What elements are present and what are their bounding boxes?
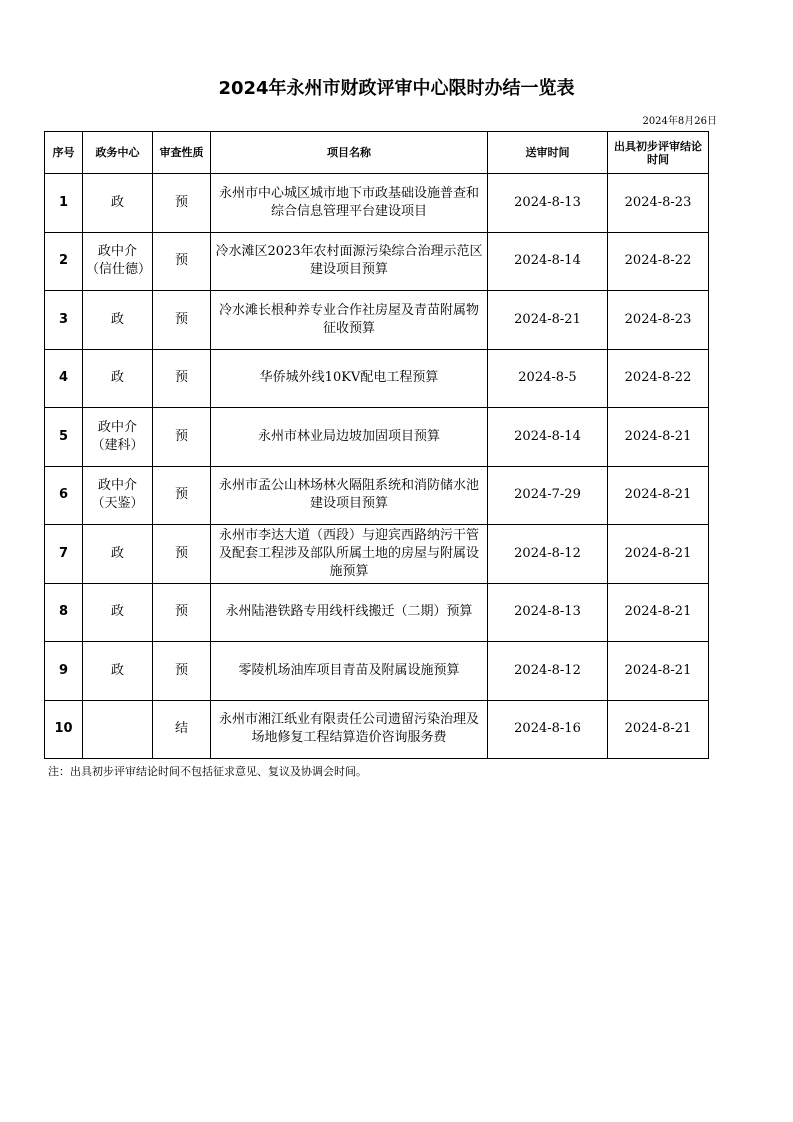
row-project: 华侨城外线10KV配电工程预算 xyxy=(211,349,488,408)
header-submit-time: 送审时间 xyxy=(488,132,608,174)
row-submit-time: 2024-8-12 xyxy=(488,525,608,584)
row-project: 永州市湘江纸业有限责任公司遗留污染治理及场地修复工程结算造价咨询服务费 xyxy=(211,700,488,759)
row-project: 冷水滩长根种养专业合作社房屋及青苗附属物征收预算 xyxy=(211,291,488,350)
row-center: 政 xyxy=(83,583,153,642)
row-seq: 3 xyxy=(45,291,83,350)
row-submit-time: 2024-8-5 xyxy=(488,349,608,408)
row-nature: 预 xyxy=(153,174,211,233)
row-seq: 10 xyxy=(45,700,83,759)
row-seq: 8 xyxy=(45,583,83,642)
table-row xyxy=(45,583,709,642)
header-nature: 审查性质 xyxy=(153,132,211,174)
row-conclusion-time: 2024-8-22 xyxy=(608,349,709,408)
table-row xyxy=(45,174,709,233)
row-nature: 预 xyxy=(153,466,211,525)
row-submit-time: 2024-8-12 xyxy=(488,642,608,701)
row-submit-time: 2024-8-21 xyxy=(488,291,608,350)
header-project: 项目名称 xyxy=(211,132,488,174)
row-conclusion-time: 2024-8-21 xyxy=(608,583,709,642)
row-conclusion-time: 2024-8-23 xyxy=(608,291,709,350)
row-nature: 预 xyxy=(153,232,211,291)
row-conclusion-time: 2024-8-21 xyxy=(608,408,709,467)
row-seq: 4 xyxy=(45,349,83,408)
row-project: 冷水滩区2023年农村面源污染综合治理示范区建设项目预算 xyxy=(211,232,488,291)
row-project: 零陵机场油库项目青苗及附属设施预算 xyxy=(211,642,488,701)
row-project: 永州市孟公山林场林火隔阻系统和消防储水池建设项目预算 xyxy=(211,466,488,525)
header-seq: 序号 xyxy=(45,132,83,174)
table-row xyxy=(45,232,709,291)
row-project: 永州市李达大道（西段）与迎宾西路纳污干管及配套工程涉及部队所属土地的房屋与附属设施预算 xyxy=(211,525,488,584)
table-row xyxy=(45,642,709,701)
row-nature: 预 xyxy=(153,408,211,467)
row-project: 永州市林业局边坡加固项目预算 xyxy=(211,408,488,467)
table-row xyxy=(45,525,709,584)
row-center: 政 xyxy=(83,642,153,701)
row-conclusion-time: 2024-8-23 xyxy=(608,174,709,233)
row-conclusion-time: 2024-8-21 xyxy=(608,525,709,584)
row-nature: 预 xyxy=(153,349,211,408)
row-nature: 预 xyxy=(153,583,211,642)
row-center: 政 xyxy=(83,291,153,350)
row-center: 政中介（天鉴） xyxy=(83,466,153,525)
row-center: 政 xyxy=(83,525,153,584)
row-nature: 预 xyxy=(153,291,211,350)
table-row xyxy=(45,700,709,759)
row-conclusion-time: 2024-8-22 xyxy=(608,232,709,291)
row-seq: 1 xyxy=(45,174,83,233)
row-conclusion-time: 2024-8-21 xyxy=(608,642,709,701)
row-seq: 2 xyxy=(45,232,83,291)
row-center: 政 xyxy=(83,349,153,408)
row-seq: 9 xyxy=(45,642,83,701)
row-conclusion-time: 2024-8-21 xyxy=(608,466,709,525)
row-nature: 结 xyxy=(153,700,211,759)
row-conclusion-time: 2024-8-21 xyxy=(608,700,709,759)
row-submit-time: 2024-8-13 xyxy=(488,583,608,642)
row-center: 政中介（信仕德） xyxy=(83,232,153,291)
row-center: 政中介（建科） xyxy=(83,408,153,467)
table-row xyxy=(45,408,709,467)
row-nature: 预 xyxy=(153,525,211,584)
row-nature: 预 xyxy=(153,642,211,701)
row-submit-time: 2024-8-13 xyxy=(488,174,608,233)
row-submit-time: 2024-7-29 xyxy=(488,466,608,525)
row-center: 政 xyxy=(83,174,153,233)
row-seq: 7 xyxy=(45,525,83,584)
row-submit-time: 2024-8-14 xyxy=(488,232,608,291)
row-project: 永州陆港铁路专用线杆线搬迁（二期）预算 xyxy=(211,583,488,642)
table-header-row xyxy=(45,132,709,174)
row-submit-time: 2024-8-14 xyxy=(488,408,608,467)
row-seq: 5 xyxy=(45,408,83,467)
results-table xyxy=(44,131,709,759)
row-submit-time: 2024-8-16 xyxy=(488,700,608,759)
row-project: 永州市中心城区城市地下市政基础设施普查和综合信息管理平台建设项目 xyxy=(211,174,488,233)
table-row xyxy=(45,291,709,350)
table-row xyxy=(45,349,709,408)
header-conclusion-time: 出具初步评审结论时间 xyxy=(608,132,709,174)
document-date: 2024年8月26日 xyxy=(642,116,717,127)
row-seq: 6 xyxy=(45,466,83,525)
footnote: 注：出具初步评审结论时间不包括征求意见、复议及协调会时间。 xyxy=(48,765,367,778)
header-center: 政务中心 xyxy=(83,132,153,174)
row-center xyxy=(83,700,153,759)
page-title: 2024年永州市财政评审中心限时办结一览表 xyxy=(218,78,575,99)
table-row xyxy=(45,466,709,525)
